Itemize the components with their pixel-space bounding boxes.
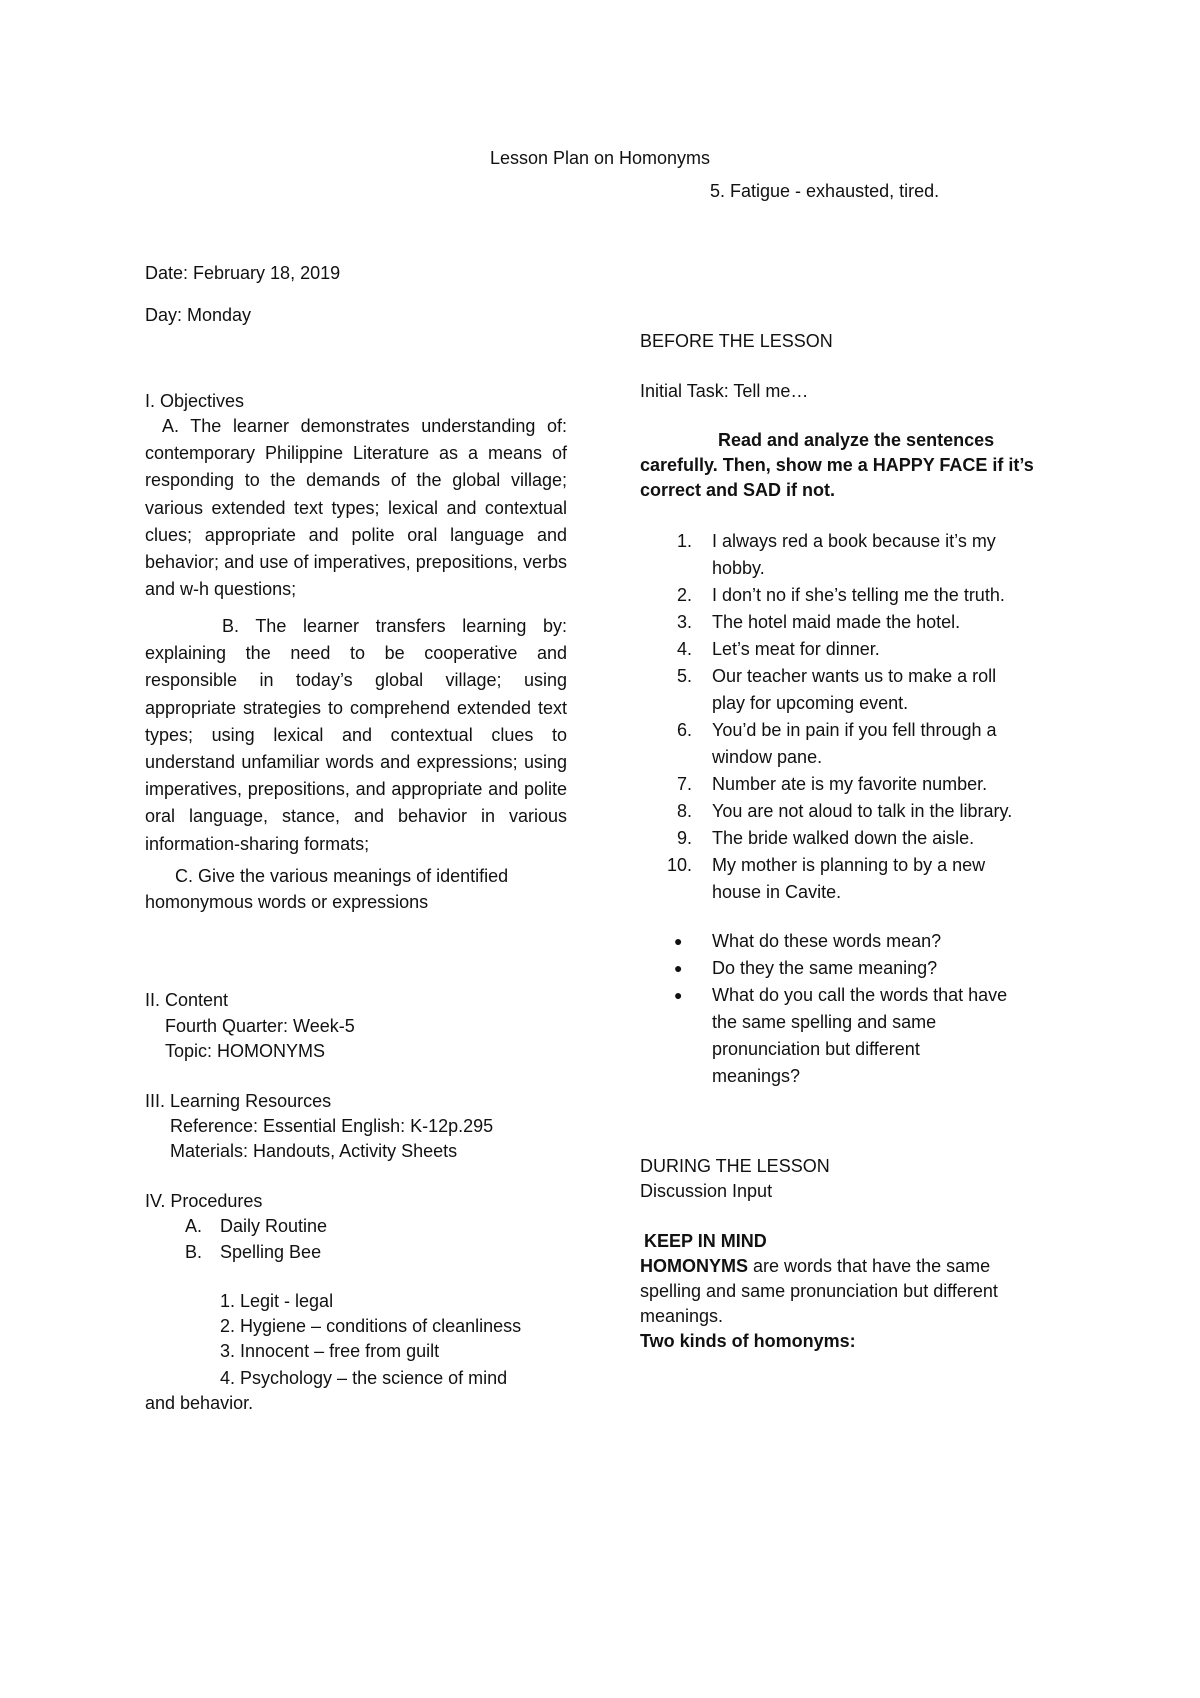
procedure-marker: A. [185,1216,203,1236]
question-text-line: the same spelling and same [712,1012,937,1032]
keep-in-mind-heading: KEEP IN MIND [644,1231,767,1251]
initial-task: Initial Task: Tell me… [640,381,809,401]
sentence-item [640,825,1070,852]
sentence-number: 9. [676,828,692,848]
page-title: Lesson Plan on Homonyms [489,148,711,168]
sentence-number: 7. [676,774,692,794]
sentence-number: 4. [676,639,692,659]
lesson-date: Date: February 18, 2019 [145,263,341,283]
homonyms-term: HOMONYMS [640,1256,748,1276]
sentence-item [640,771,1070,798]
instruction-line-1: Read and analyze the sentences [718,430,995,450]
question-text-line: What do these words mean? [712,931,942,951]
question-list [640,928,1070,1090]
sentence-item [640,852,1070,906]
procedure-text: Daily Routine [220,1216,328,1236]
question-text-line: What do you call the words that have [712,985,1008,1005]
sentence-text-line: You are not aloud to talk in the library. [712,801,1013,821]
procedure-text: Spelling Bee [220,1242,322,1262]
procedure-marker: B. [185,1242,203,1262]
sentence-number: 6. [676,720,692,740]
sentence-text-line: Number ate is my favorite number. [712,774,988,794]
objective-b: B. The learner transfers learning by: explaining the need to be cooperative and responsible in today’s global village; using appropriate strategies to comprehend extended text types; using lexical and contextual clues to understand unfamiliar words and expressions; using imperatives, prepositions, and appropriate and polite oral language, stance, and behavior in various information-sharing formats; [145,616,567,854]
sentence-text-line: hobby. [712,558,765,578]
question-text-line: pronunciation but different [712,1039,920,1059]
objective-a: A. The learner demonstrates understanding of: contemporary Philippine Literature as a means of responding to the demands of the global village; various extended text types; lexical and contextual clues; appropriate and polite oral language and behavior; and use of imperatives, prepositions, verbs and w-h questions; [145,416,567,600]
sentence-text-line: play for upcoming event. [712,693,909,713]
sentence-item [640,636,1070,663]
procedures-heading: IV. Procedures [145,1191,263,1211]
sentence-text-line: Let’s meat for dinner. [712,639,880,659]
resources-reference: Reference: Essential English: K-12p.295 [170,1116,494,1136]
question-item [640,928,1070,955]
bullet-icon: ● [674,933,683,949]
during-lesson-heading: DURING THE LESSON [640,1156,830,1176]
bullet-icon: ● [674,960,683,976]
sentence-text-line: You’d be in pain if you fell through a [712,720,997,740]
content-heading: II. Content [145,990,229,1010]
spelling-word: 4. Psychology – the science of mind [220,1368,508,1388]
discussion-input: Discussion Input [640,1181,773,1201]
content-topic: Topic: HOMONYMS [165,1041,326,1061]
lesson-day: Day: Monday [145,305,252,325]
bullet-icon: ● [674,987,683,1003]
sentence-text-line: My mother is planning to by a new [712,855,986,875]
objective-c-line-2: homonymous words or expressions [145,892,429,912]
spelling-word: 3. Innocent – free from guilt [220,1341,440,1361]
spelling-word: 2. Hygiene – conditions of cleanliness [220,1316,522,1336]
objectives-heading: I. Objectives [145,391,245,411]
sentence-text-line: I don’t no if she’s telling me the truth. [712,585,1005,605]
sentence-text-line: house in Cavite. [712,882,842,902]
spelling-word-continuation: and behavior. [145,1393,254,1413]
sentence-item [640,582,1070,609]
sentence-item [640,609,1070,636]
resources-materials: Materials: Handouts, Activity Sheets [170,1141,458,1161]
sentence-item [640,663,1070,717]
procedures-list [145,1213,565,1265]
sentence-text-line: I always red a book because it’s my [712,531,996,551]
content-quarter: Fourth Quarter: Week-5 [165,1016,355,1036]
instruction-line-2: carefully. Then, show me a HAPPY FACE if it’s [640,455,1034,475]
resources-heading: III. Learning Resources [145,1091,332,1111]
before-lesson-heading: BEFORE THE LESSON [640,331,833,351]
sentence-list [640,528,1070,906]
question-item [640,982,1070,1090]
spelling-word: 1. Legit - legal [220,1291,334,1311]
spelling-word-5: 5. Fatigue - exhausted, tired. [710,181,940,201]
sentence-number: 1. [676,531,692,551]
homonyms-definition-line-3: meanings. [640,1306,724,1326]
question-item [640,955,1070,982]
homonyms-definition-line-1 [640,1253,1080,1280]
sentence-number: 2. [676,585,692,605]
procedure-item [145,1239,565,1265]
question-text-line: Do they the same meaning? [712,958,938,978]
sentence-number: 3. [676,612,692,632]
sentence-number: 10. [666,855,692,875]
objective-c-line-1: C. Give the various meanings of identified [175,866,509,886]
sentence-item [640,717,1070,771]
two-kinds-heading: Two kinds of homonyms: [640,1331,856,1351]
procedure-item [145,1213,565,1239]
sentence-text-line: The hotel maid made the hotel. [712,612,961,632]
sentence-text-line: The bride walked down the aisle. [712,828,975,848]
sentence-item [640,528,1070,582]
sentence-text-line: window pane. [712,747,823,767]
sentence-item [640,798,1070,825]
sentence-number: 8. [676,801,692,821]
homonyms-definition-line-2: spelling and same pronunciation but different [640,1281,998,1301]
sentence-text-line: Our teacher wants us to make a roll [712,666,997,686]
instruction-line-3: correct and SAD if not. [640,480,836,500]
homonyms-definition-text: are words that have the same [748,1256,991,1276]
sentence-number: 5. [676,666,692,686]
question-text-line: meanings? [712,1066,801,1086]
